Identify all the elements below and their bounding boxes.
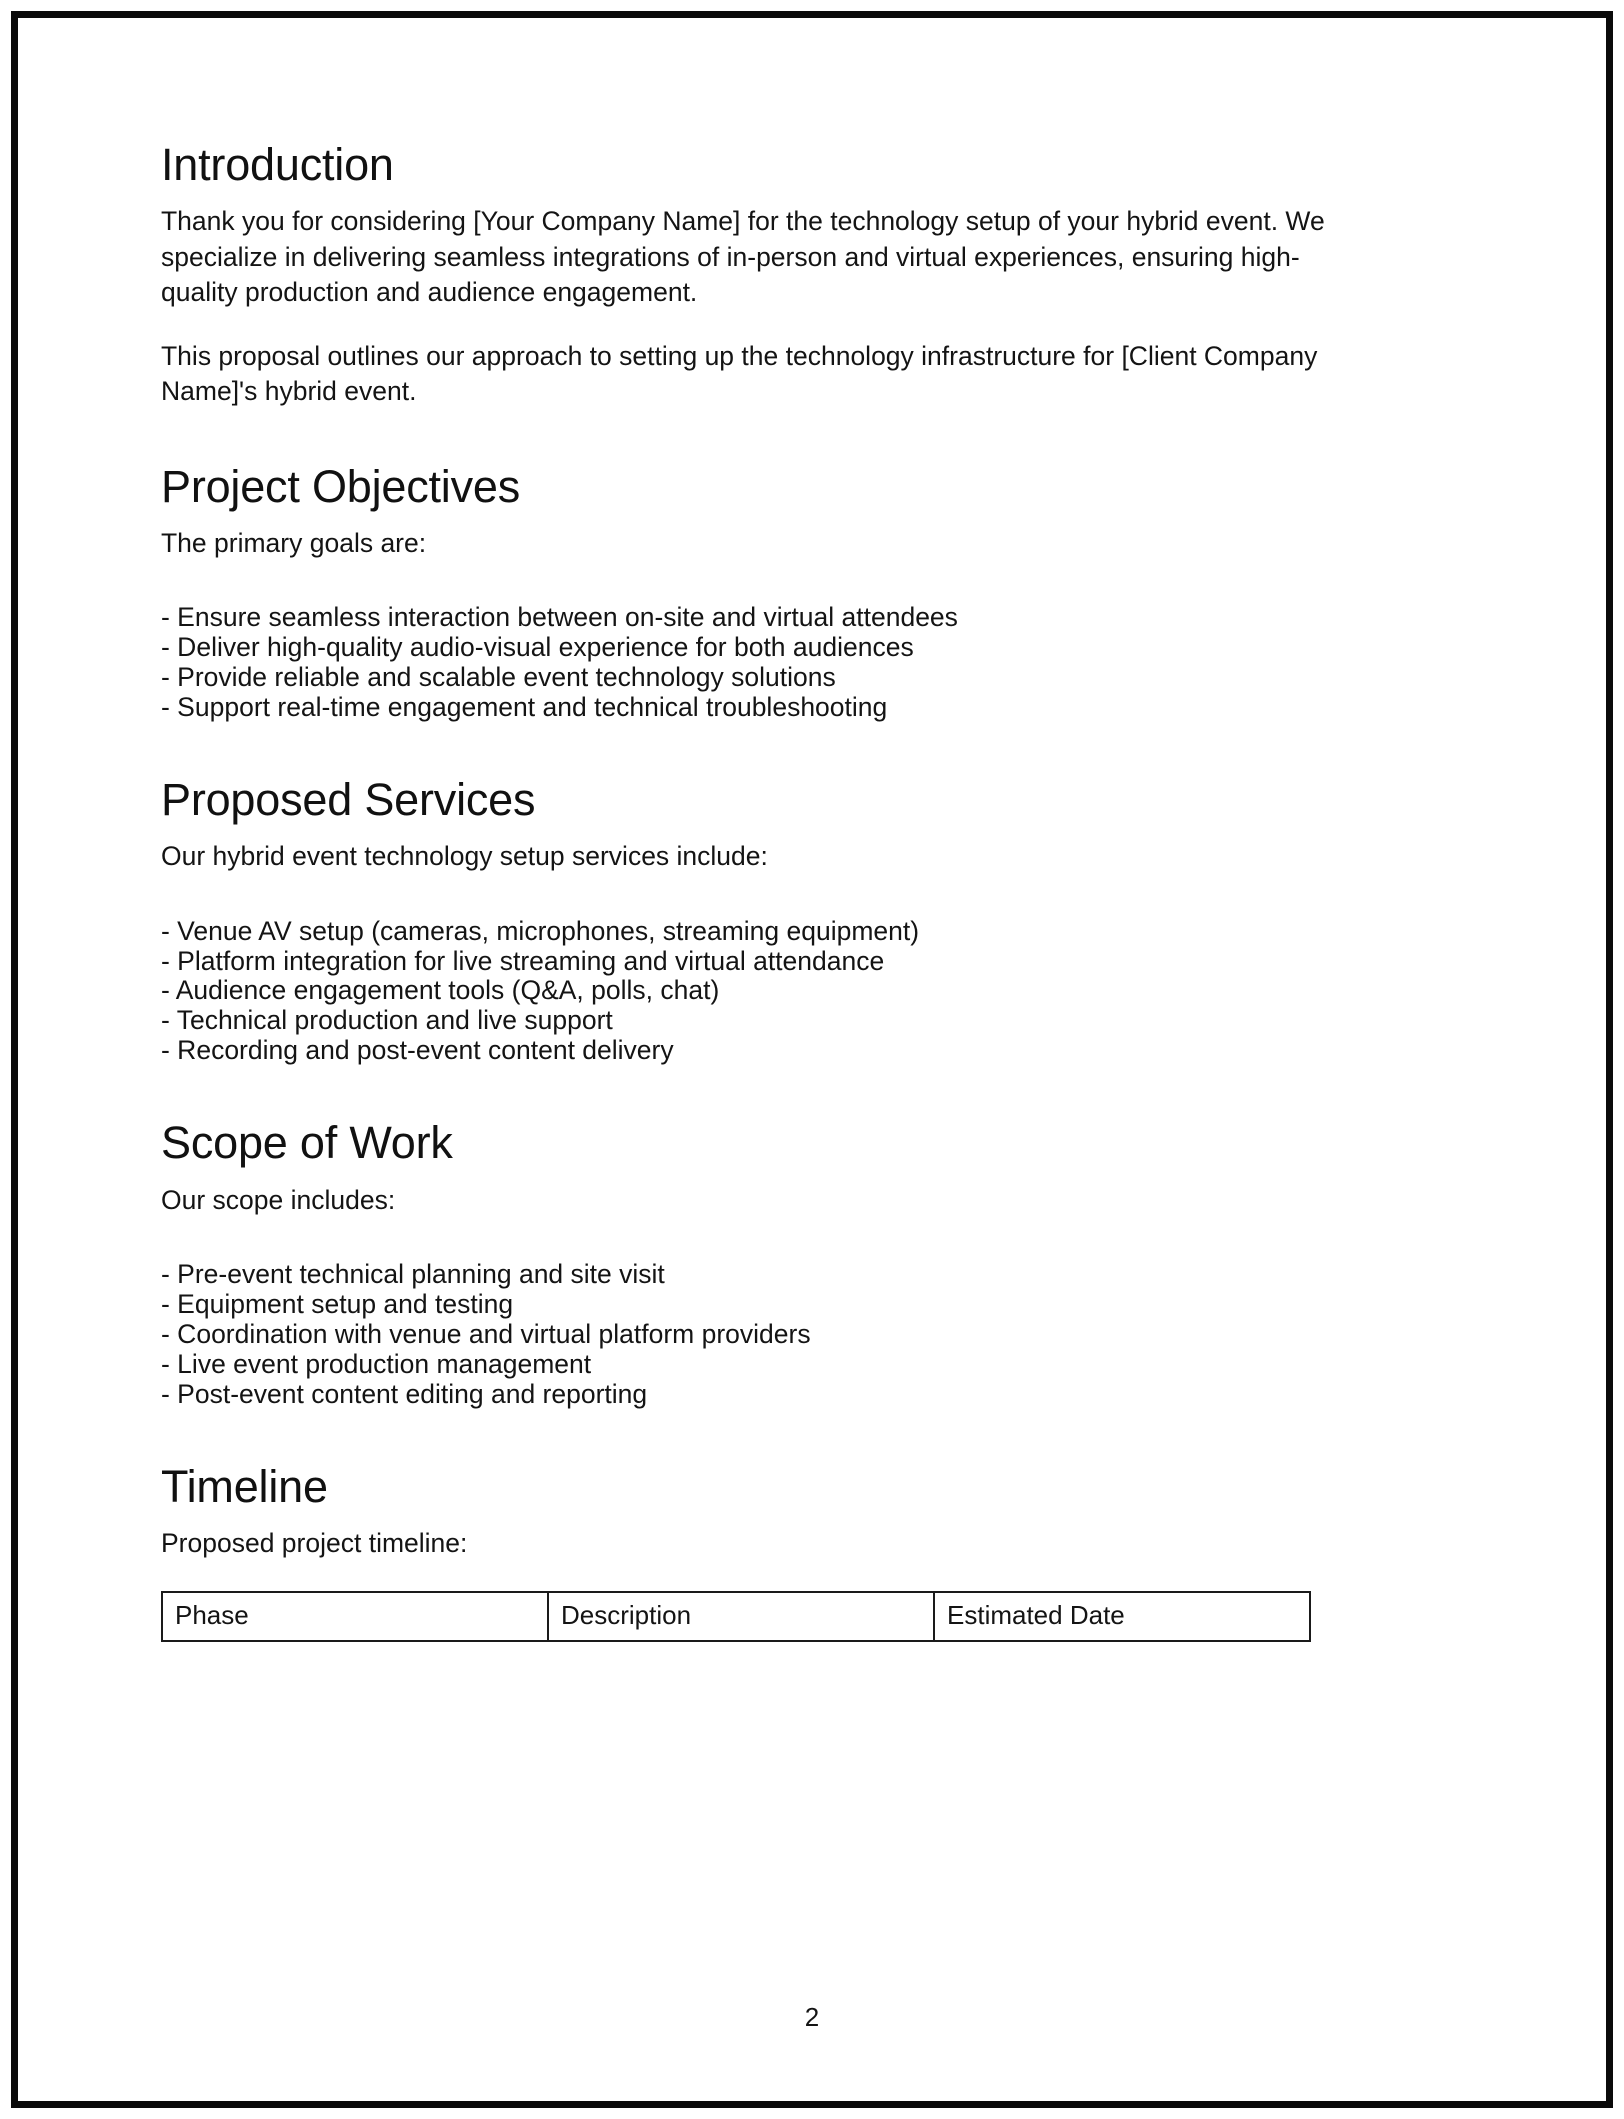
list-item: - Deliver high-quality audio-visual experience for both audiences <box>161 632 914 663</box>
heading-scope-of-work: Scope of Work <box>161 1117 453 1169</box>
introduction-paragraph-2: This proposal outlines our approach to setting up the technology infrastructure for [Client Company Name]'s hybrid event. <box>161 341 1318 407</box>
list-item: - Support real-time engagement and technical troubleshooting <box>161 692 888 722</box>
proposed-services-intro: Our hybrid event technology setup services include: <box>161 841 768 872</box>
list-item: - Ensure seamless interaction between on-site and virtual attendees <box>161 602 958 633</box>
list-item: - Equipment setup and testing <box>161 1288 514 1319</box>
heading-proposed-services: Proposed Services <box>161 773 536 825</box>
proposed-services-block <box>161 775 1353 1066</box>
table-header-phase: Phase <box>162 1592 548 1641</box>
timeline-block <box>161 1462 1353 1643</box>
heading-timeline: Timeline <box>161 1460 328 1512</box>
project-objectives-list <box>161 603 1353 723</box>
list-item: - Live event production management <box>161 1348 592 1379</box>
scope-of-work-list <box>161 1260 1353 1410</box>
spacer <box>161 875 1353 917</box>
list-item: - Venue AV setup (cameras, microphones, streaming equipment) <box>161 915 920 946</box>
project-objectives-intro: The primary goals are: <box>161 527 427 558</box>
introduction-paragraph-1: Thank you for considering [Your Company Name] for the technology setup of your hybrid event. We specialize in delivering seamless integrations of in-person and virtual experiences, ensuring high-quality production and audience engagement. <box>161 206 1325 307</box>
list-item: - Recording and post-event content delivery <box>161 1035 674 1066</box>
timeline-table <box>161 1591 1311 1642</box>
list-item: - Technical production and live support <box>161 1005 613 1036</box>
timeline-intro: Proposed project timeline: <box>161 1527 468 1558</box>
list-item: - Provide reliable and scalable event technology solutions <box>161 662 836 693</box>
list-item: - Platform integration for live streaming and virtual attendance <box>161 945 885 976</box>
heading-introduction: Introduction <box>161 139 394 190</box>
list-item: - Audience engagement tools (Q&A, polls, chat) <box>161 975 720 1006</box>
document-content <box>161 140 1353 1642</box>
table-header-description: Description <box>548 1592 934 1641</box>
spacer <box>161 561 1353 603</box>
scope-of-work-intro: Our scope includes: <box>161 1184 396 1215</box>
proposed-services-list <box>161 917 1353 1067</box>
list-item: - Pre-event technical planning and site visit <box>161 1258 665 1289</box>
table-header-estimated-date: Estimated Date <box>934 1592 1310 1641</box>
page-number: 2 <box>804 2002 820 2032</box>
heading-project-objectives: Project Objectives <box>161 460 521 512</box>
scope-of-work-block <box>161 1118 1353 1409</box>
table-header-row <box>162 1592 1310 1641</box>
spacer <box>161 1218 1353 1260</box>
list-item: - Post-event content editing and reporting <box>161 1378 648 1409</box>
list-item: - Coordination with venue and virtual platform providers <box>161 1318 811 1349</box>
project-objectives-block <box>161 462 1353 723</box>
page-sheet <box>18 18 1606 2101</box>
